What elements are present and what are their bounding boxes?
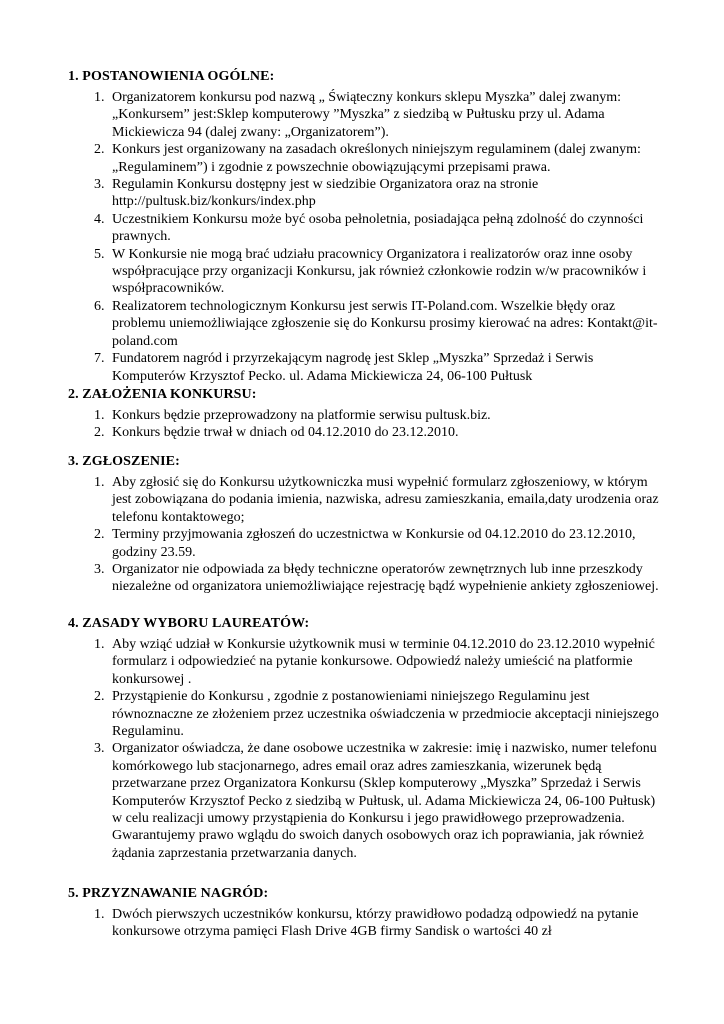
item-number: 5. [94,246,105,262]
item-number: 1. [94,907,105,922]
item-text: Organizator oświadcza, że dane osobowe uczestnika w zakresie: imię i nazwisko, numer telefonu komórkowego lub stacjonarnego, adres email oraz adres zamieszkania, wizerunek będą przetwarzane przez Organizatora Konkursu (Sklep komputerowy „Myszka” Sprzedaż i Serwis Komputerów Krzysztof Pecko z siedzibą w Pułtusk, ul. Adama Mickiewicza 24, 06-100 Pułtusk) w celu realizacji umowy przystąpienia do Konkursu i jego prawidłowego przeprowadzenia. Gwarantujemy prawo wglądu do swoich danych osobowych oraz ich poprawiania, jak również żądania zaprzestania przetwarzania danych. [112,741,657,861]
item-number: 1. [94,90,105,105]
section-list [68,906,668,941]
section-heading: 4. ZASADY WYBORU LAUREATÓW: [68,616,310,631]
item-text: Uczestnikiem Konkursu może być osoba pełnoletnia, posiadająca pełną zdolność do czynności prawnych. [112,211,644,245]
item-text: Aby wziąć udział w Konkursie użytkownik musi w terminie 04.12.2010 do 23.12.2010 wypełnić formularz i odpowiedzieć na pytanie konkursowe. Odpowiedź należy umieścić na platformie konkursowej . [112,637,655,687]
list-item [68,298,668,350]
section-list [68,474,668,596]
item-text: Konkurs jest organizowany na zasadach określonych niniejszym regulaminem (dalej zwanym: „Regulaminem”) i zgodnie z powszechnie obowiązującymi przepisami prawa. [112,142,641,175]
item-text: Dwóch pierwszych uczestników konkursu, którzy prawidłowo podadzą odpowiedź na pytanie konkursowe otrzyma pamięci Flash Drive 4GB firmy Sandisk o wartości 40 zł [112,907,639,940]
section-przyznawanie-nagrod [68,886,668,941]
list-item [68,526,668,561]
list-item [68,688,668,740]
section-heading: 5. PRZYZNAWANIE NAGRÓD: [68,886,269,901]
list-item [68,906,668,941]
section-list [68,636,668,862]
item-number: 2. [94,142,105,158]
item-number: 7. [94,351,105,367]
section-list [68,407,668,442]
item-text: Fundatorem nagród i przyrzekającym nagrodę jest Sklep „Myszka” Sprzedaż i Serwis Komputerów Krzysztof Pecko. ul. Adama Mickiewicza 24, 06-100 Pułtusk [112,351,594,384]
item-text: Realizatorem technologicznym Konkursu jest serwis IT-Poland.com. Wszelkie błędy oraz problemu uniemożliwiające zgłoszenie się do Konkursu prosimy kierować na adres: Kontakt@it-poland.com [112,298,658,349]
item-text: Organizatorem konkursu pod nazwą „ Świąteczny konkurs sklepu Myszka” dalej zwanym: „Konkursem” jest:Sklep komputerowy ”Myszka” z siedzibą w Pułtusku przy ul. Adama Mickiewicza 94 (dalej zwany: „Organizatorem”). [112,90,622,140]
list-item [68,424,668,441]
section-zalozenia [68,387,668,442]
item-number: 2. [94,689,105,705]
item-text: Terminy przyjmowania zgłoszeń do uczestnictwa w Konkursie od 04.12.2010 do 23.12.2010, godziny 23.59. [112,527,636,560]
item-number: 1. [94,637,105,652]
list-item [68,141,668,176]
item-text: W Konkursie nie mogą brać udziału pracownicy Organizatora i realizatorów oraz inne osoby współpracujące przy organizacji Konkursu, jak również członkowie rodzin w/w pracowników i współpracowników. [112,246,647,297]
list-item [68,89,668,141]
list-item [68,350,668,385]
item-text: Regulamin Konkursu dostępny jest w siedzibie Organizatora oraz na stronie http://pultusk.biz/konkurs/index.php [112,177,539,210]
section-postanowienia [68,69,668,385]
item-text: Organizator nie odpowiada za błędy techniczne operatorów zewnętrznych lub inne przeszkody niezależne od organizatora uniemożliwiające rejestrację bądź wypełnienie ankiety zgłoszeniowej. [112,562,659,595]
item-number: 2. [94,425,105,441]
section-heading: 3. ZGŁOSZENIE: [68,454,180,469]
list-item [68,176,668,211]
section-heading: 2. ZAŁOŻENIA KONKURSU: [68,387,257,402]
item-number: 2. [94,527,105,543]
list-item [68,474,668,526]
item-number: 3. [94,741,105,757]
item-text: Konkurs będzie trwał w dniach od 04.12.2010 do 23.12.2010. [112,425,459,441]
section-zasady-wyboru [68,616,668,862]
list-item [68,561,668,596]
item-text: Przystąpienie do Konkursu , zgodnie z postanowieniami niniejszego Regulaminu jest równoznaczne ze złożeniem przez uczestnika oświadczenia w przedmiocie akceptacji niniejszego Regulaminu. [112,689,659,740]
list-item [68,246,668,298]
item-number: 3. [94,562,105,578]
section-heading: 1. POSTANOWIENIA OGÓLNE: [68,69,275,84]
item-number: 3. [94,177,105,193]
list-item [68,211,668,246]
item-number: 4. [94,211,105,227]
item-number: 1. [94,475,105,490]
section-zgloszenie [68,454,668,596]
list-item [68,636,668,688]
section-list [68,89,668,385]
item-text: Konkurs będzie przeprowadzony na platformie serwisu pultusk.biz. [112,408,491,423]
item-text: Aby zgłosić się do Konkursu użytkowniczka musi wypełnić formularz zgłoszeniowy, w którym jest zobowiązana do podania imienia, nazwiska, adresu zamieszkania, emaila,daty urodzenia oraz telefonu kontaktowego; [112,475,659,525]
item-number: 1. [94,408,105,423]
item-number: 6. [94,298,105,314]
list-item [68,407,668,424]
list-item [68,740,668,862]
